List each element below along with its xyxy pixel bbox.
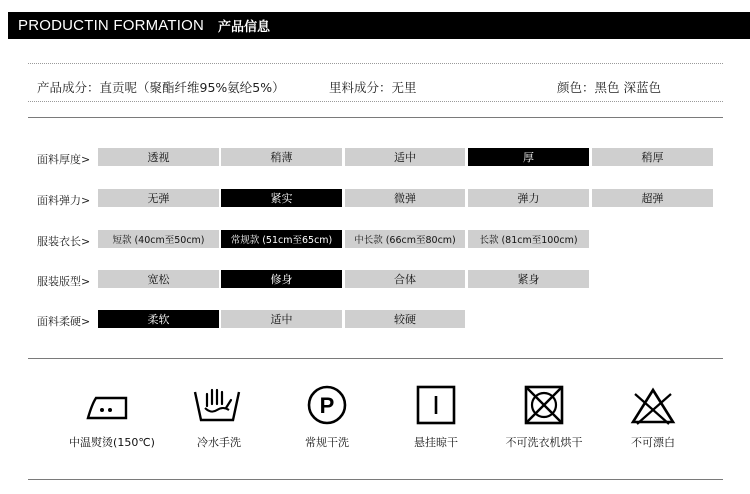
divider [28,63,723,64]
dry-clean-icon [297,384,357,426]
attr-option: 适中 [221,310,342,328]
composition-text: 产品成分：直贡呢（聚酯纤维95%氨纶5%） [37,80,285,95]
attr-option: 无弹 [98,189,219,207]
attr-option: 柔软 [98,310,219,328]
care-label: 冷水手洗 [197,436,241,449]
divider [28,479,723,480]
attr-option: 短款 (40cm至50cm) [98,230,219,248]
care-label: 不可洗衣机烘干 [505,436,583,449]
attr-option: 宽松 [98,270,219,288]
no-tumble-dry-icon [514,384,574,426]
attr-option: 紧实 [221,189,342,207]
attr-option: 修身 [221,270,342,288]
attr-option: 中长款 (66cm至80cm) [345,230,465,248]
attr-option: 较硬 [345,310,465,328]
attr-label: 面料柔硬> [37,315,91,328]
attr-option: 合体 [345,270,465,288]
attr-label: 面料厚度> [37,153,91,166]
care-item [164,384,274,450]
attr-option: 透视 [98,148,219,166]
attr-option: 稍薄 [221,148,342,166]
attr-option: 紧身 [468,270,589,288]
cold-hand-wash-icon [189,384,249,426]
attr-label: 服装版型> [37,275,91,288]
header-title-cn: 产品信息 [218,20,271,35]
attr-label: 面料弹力> [37,194,91,207]
care-label: 不可漂白 [631,436,675,449]
attr-option: 超弹 [592,189,713,207]
attr-option: 厚 [468,148,589,166]
care-label: 悬挂晾干 [414,436,458,449]
lining-text: 里料成分：无里 [329,80,417,95]
care-label: 中温熨烫(150℃) [69,436,155,449]
header-title-en: PRODUCTIN FORMATION [18,17,205,34]
attr-option: 弹力 [468,189,589,207]
care-item [272,384,382,450]
divider [28,117,723,118]
no-bleach-icon [623,384,683,426]
care-item [598,384,708,450]
section-header [8,12,750,39]
care-item [57,384,167,450]
hang-dry-icon [406,384,466,426]
divider [28,358,723,359]
care-label: 常规干洗 [305,436,349,449]
care-item [489,384,599,450]
iron-icon [82,384,142,426]
color-text: 颜色：黑色 深蓝色 [557,80,661,95]
attr-option: 长款 (81cm至100cm) [468,230,589,248]
attr-label: 服装衣长> [37,235,91,248]
svg-text:P: P [319,393,335,418]
care-item [381,384,491,450]
attr-option: 稍厚 [592,148,713,166]
divider [28,101,723,102]
attr-option: 微弹 [345,189,465,207]
attr-option: 适中 [345,148,465,166]
attr-option: 常规款 (51cm至65cm) [221,230,342,248]
